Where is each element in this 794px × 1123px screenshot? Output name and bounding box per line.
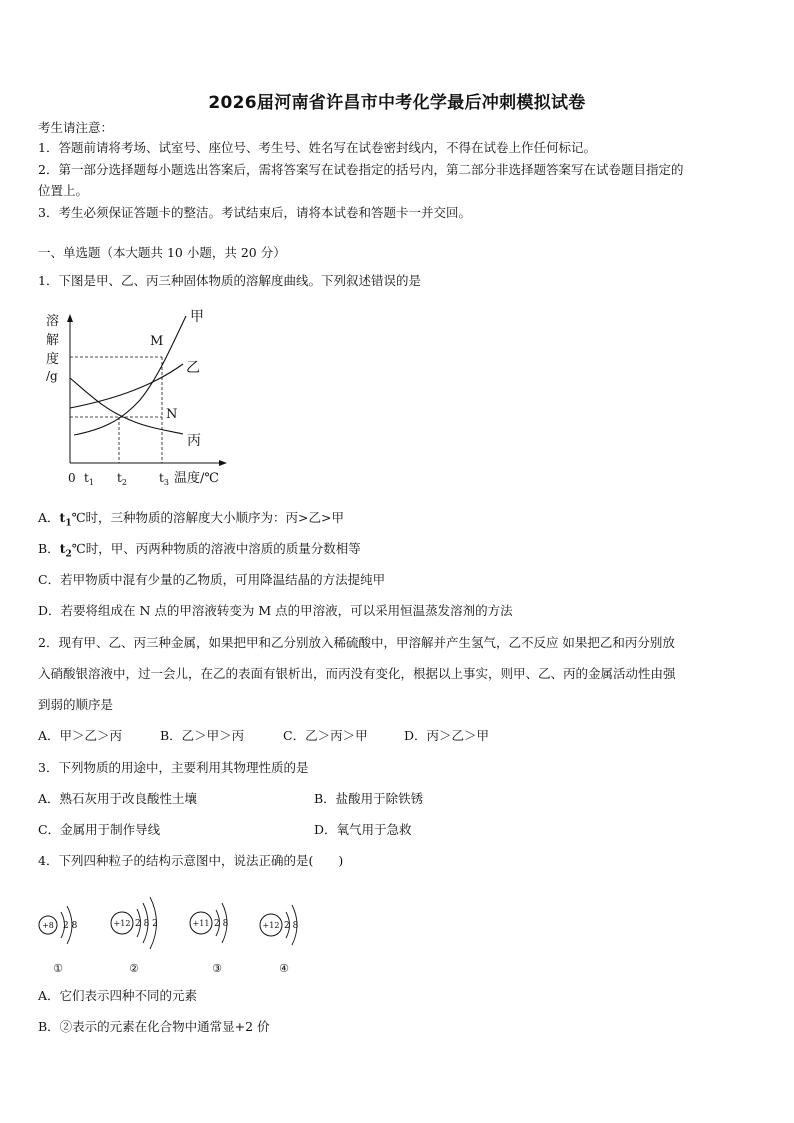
curve-bing <box>70 378 183 434</box>
x-axis-arrow <box>219 460 227 466</box>
label-n: N <box>166 407 178 422</box>
label-yi: 乙 <box>186 360 200 376</box>
ylabel-char-2: 解 <box>46 333 60 348</box>
q1-option-a: A．$t_1℃$时，三种物质的溶解度大小顺序为：丙>乙>甲 <box>38 510 345 529</box>
particle-2 <box>111 897 158 975</box>
particle-structure-diagrams <box>34 888 324 980</box>
xtick-t2: $t_2$ <box>117 471 127 487</box>
q2-line-3: 到弱的顺序是 <box>38 697 114 712</box>
q2-line-2: 入硝酸银溶液中，过一会儿，在乙的表面有银析出，而丙没有变化，根据以上事实，则甲、乙、丙的金属活动性由强 <box>38 666 676 681</box>
xlabel: 温度/℃ <box>174 471 219 486</box>
notice-heading: 考生请注意： <box>38 120 114 135</box>
q1-option-d: D．若要将组成在 N 点的甲溶液转变为 M 点的甲溶液，可以采用恒温蒸发溶剂的方法 <box>38 603 513 618</box>
q1-option-c: C．若甲物质中混有少量的乙物质，可用降温结晶的方法提纯甲 <box>38 572 386 587</box>
particle-3-nucleus: +11 <box>192 919 210 928</box>
label-m: M <box>150 334 164 349</box>
q3-stem: 3．下列物质的用途中，主要利用其物理性质的是 <box>38 760 309 775</box>
q2-option-b: B．乙＞甲＞丙 <box>160 728 245 743</box>
q2-line-1: 2．现有甲、乙、丙三种金属，如果把甲和乙分别放入稀硫酸中，甲溶解并产生氢气，乙不反应 如果把乙和丙分别放 <box>38 635 675 650</box>
q1-stem: 1．下图是甲、乙、丙三种固体物质的溶解度曲线。下列叙述错误的是 <box>38 273 421 288</box>
ylabel-char-4: /g <box>46 369 58 383</box>
q4-stem: 4．下列四种粒子的结构示意图中，说法正确的是( ) <box>38 853 344 868</box>
particle-2-nucleus: +12 <box>113 919 131 928</box>
q3-option-a: A．熟石灰用于改良酸性土壤 <box>38 791 198 806</box>
particle-4-nucleus: +12 <box>262 921 280 930</box>
notice-item-1: 1．答题前请将考场、试室号、座位号、考生号、姓名写在试卷密封线内，不得在试卷上作任何标记。 <box>38 140 596 155</box>
particle-2-label: ② <box>129 962 139 975</box>
q2-option-d: D．丙＞乙＞甲 <box>404 728 490 743</box>
particle-1-shells: 2 8 <box>63 921 78 931</box>
xtick-0: 0 <box>68 471 76 485</box>
particle-4-label: ④ <box>279 962 289 975</box>
ylabel-char-1: 溶 <box>46 314 60 329</box>
particle-3-label: ③ <box>212 962 222 975</box>
particle-2-shells: 2 8 2 <box>135 919 158 929</box>
notice-item-2-cont: 位置上。 <box>38 183 89 198</box>
xtick-t3: $t_3$ <box>159 471 169 487</box>
q3-option-d: D．氧气用于急救 <box>314 822 412 837</box>
particle-1-label: ① <box>53 962 63 975</box>
particle-1-nucleus: +8 <box>42 921 54 930</box>
particle-3-shells: 2 8 <box>214 919 229 929</box>
label-jia: 甲 <box>190 309 204 325</box>
solubility-curve-graph <box>40 300 240 495</box>
q3-option-b: B．盐酸用于除铁锈 <box>314 791 424 806</box>
notice-item-2: 2．第一部分选择题每小题选出答案后，需将答案写在试卷指定的括号内，第二部分非选择题答案写在试卷题目指定的 <box>38 162 684 177</box>
particle-4 <box>260 905 299 975</box>
curve-yi <box>70 364 183 408</box>
q2-option-a: A．甲＞乙＞丙 <box>38 728 123 743</box>
section-heading: 一、单选题（本大题共 10 小题，共 20 分） <box>38 245 286 260</box>
q3-option-c: C．金属用于制作导线 <box>38 822 161 837</box>
q2-option-c: C．乙＞丙＞甲 <box>283 728 368 743</box>
particle-1 <box>39 906 78 975</box>
particle-3 <box>190 903 229 975</box>
q1-option-b: B．$t_2℃$时，甲、丙两种物质的溶液中溶质的质量分数相等 <box>38 541 361 560</box>
y-axis-arrow <box>67 314 73 322</box>
ylabel-char-3: 度 <box>46 352 60 367</box>
label-bing: 丙 <box>187 433 201 449</box>
page-title: 2026届河南省许昌市中考化学最后冲刺模拟试卷 <box>208 93 586 113</box>
particle-4-shells: 2 8 <box>284 921 299 931</box>
q4-option-a: A．它们表示四种不同的元素 <box>38 988 198 1003</box>
notice-item-3: 3．考生必须保证答题卡的整洁。考试结束后，请将本试卷和答题卡一并交回。 <box>38 205 471 220</box>
q4-option-b: B．②表示的元素在化合物中通常显+2 价 <box>38 1019 270 1034</box>
xtick-t1: $t_1$ <box>84 471 94 487</box>
